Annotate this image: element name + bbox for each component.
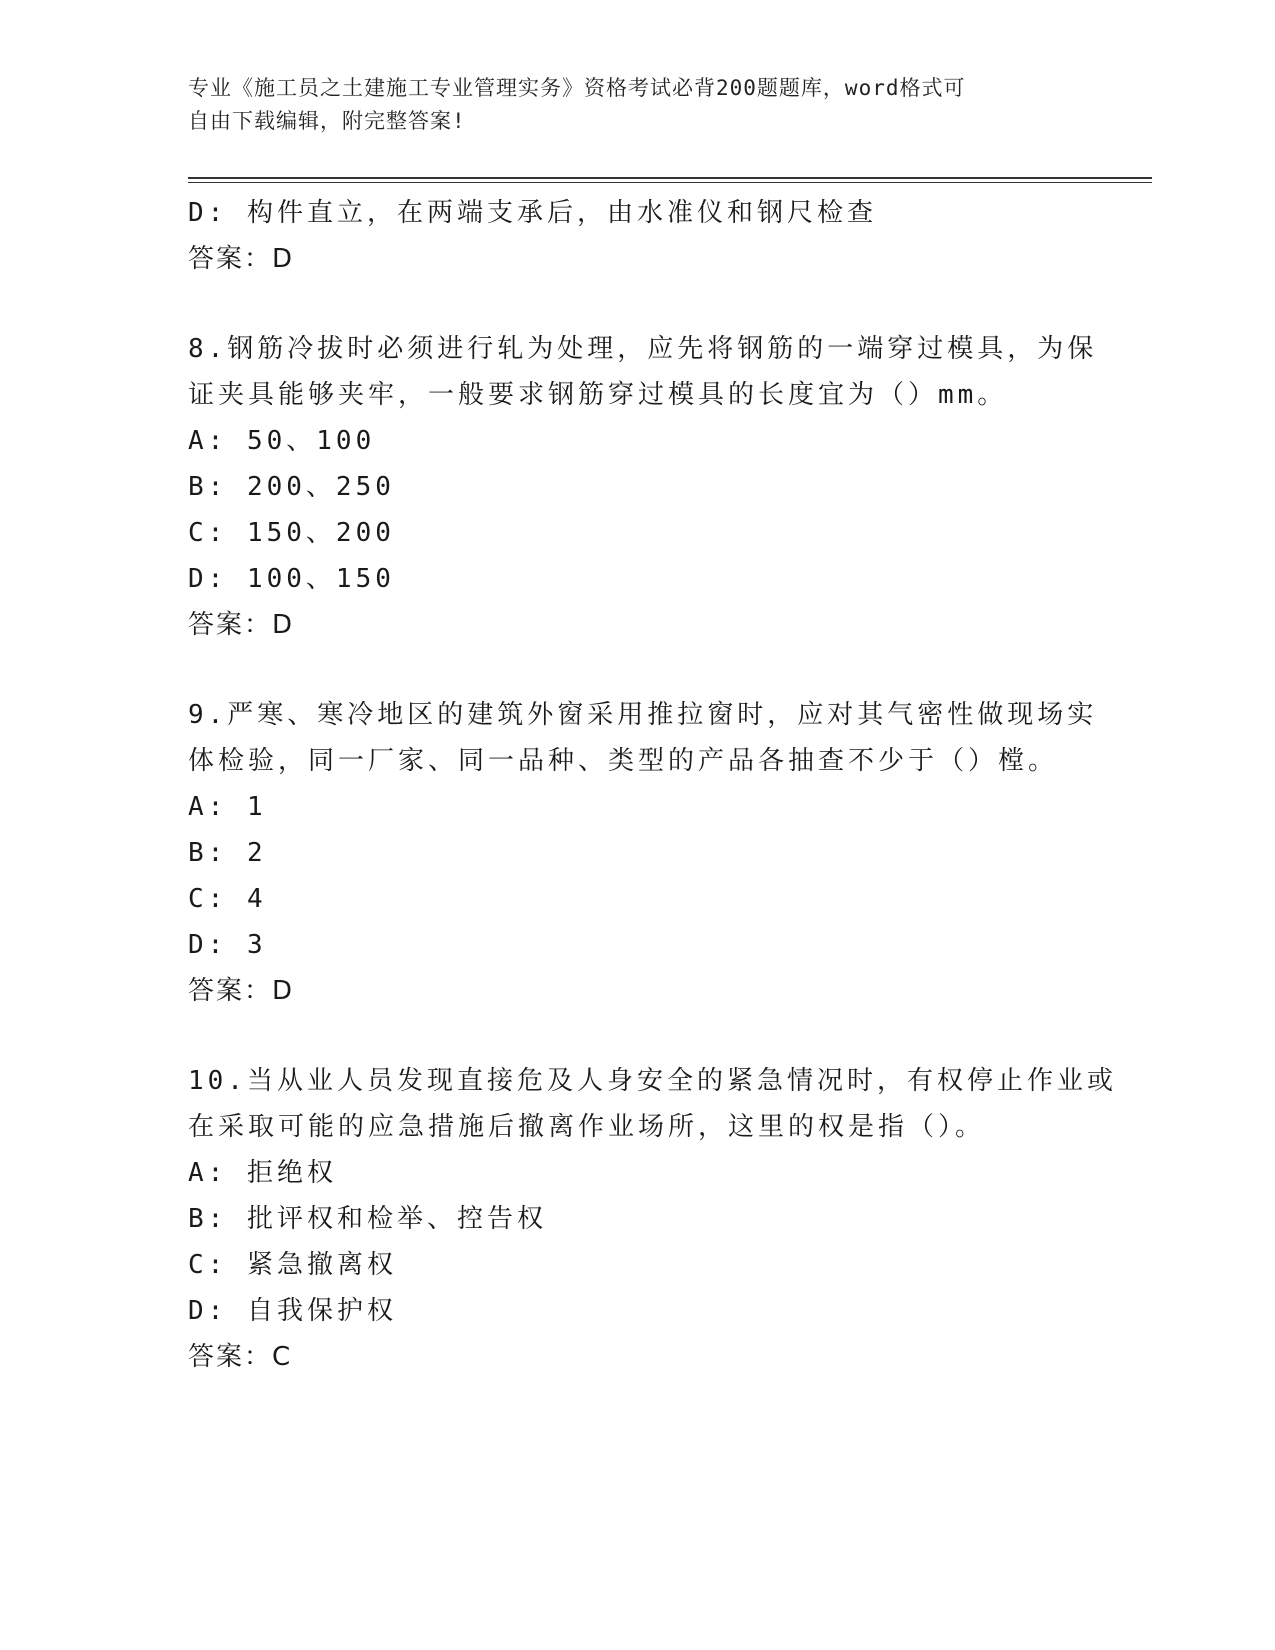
- option-a: A: 50、100: [188, 426, 376, 456]
- answer: 答案：C: [188, 1342, 293, 1372]
- option-a: A: 拒绝权: [188, 1158, 337, 1188]
- option-d: D: 构件直立，在两端支承后，由水准仪和钢尺检查: [188, 198, 877, 228]
- option-c: C: 紧急撤离权: [188, 1250, 397, 1280]
- option-d: D: 100、150: [188, 564, 395, 594]
- previous-question-tail: [188, 190, 1088, 282]
- answer: 答案：D: [188, 610, 295, 640]
- option-c: C: 4: [188, 884, 267, 914]
- question-text-line-2: 在采取可能的应急措施后撤离作业场所，这里的权是指（）。: [188, 1112, 986, 1142]
- document-header: [188, 72, 1088, 138]
- answer: 答案：D: [188, 976, 295, 1006]
- option-b: B: 200、250: [188, 472, 395, 502]
- question-9: [188, 692, 1098, 1014]
- question-text-line-1: 9.严寒、寒冷地区的建筑外窗采用推拉窗时，应对其气密性做现场实: [188, 700, 1098, 730]
- question-10: [188, 1058, 1117, 1380]
- option-a: A: 1: [188, 792, 267, 822]
- question-text-line-2: 体检验，同一厂家、同一品种、类型的产品各抽查不少于（）樘。: [188, 746, 1059, 776]
- header-line-2: 自由下载编辑，附完整答案!: [188, 109, 466, 133]
- document-body: [188, 190, 1117, 1380]
- option-b: B: 2: [188, 838, 267, 868]
- header-divider-thick: [188, 177, 1152, 179]
- question-text-line-2: 证夹具能够夹牢，一般要求钢筋穿过模具的长度宜为（）mm。: [188, 380, 1008, 410]
- question-text-line-1: 8.钢筋冷拔时必须进行轧为处理，应先将钢筋的一端穿过模具，为保: [188, 334, 1098, 364]
- option-b: B: 批评权和检举、控告权: [188, 1204, 547, 1234]
- header-line-1: 专业《施工员之土建施工专业管理实务》资格考试必背200题题库，word格式可: [188, 76, 966, 100]
- header-divider-thin: [188, 182, 1152, 183]
- option-d: D: 自我保护权: [188, 1296, 397, 1326]
- option-d: D: 3: [188, 930, 267, 960]
- answer: 答案：D: [188, 244, 295, 274]
- question-text-line-1: 10.当从业人员发现直接危及人身安全的紧急情况时，有权停止作业或: [188, 1066, 1117, 1096]
- question-8: [188, 326, 1098, 648]
- option-c: C: 150、200: [188, 518, 395, 548]
